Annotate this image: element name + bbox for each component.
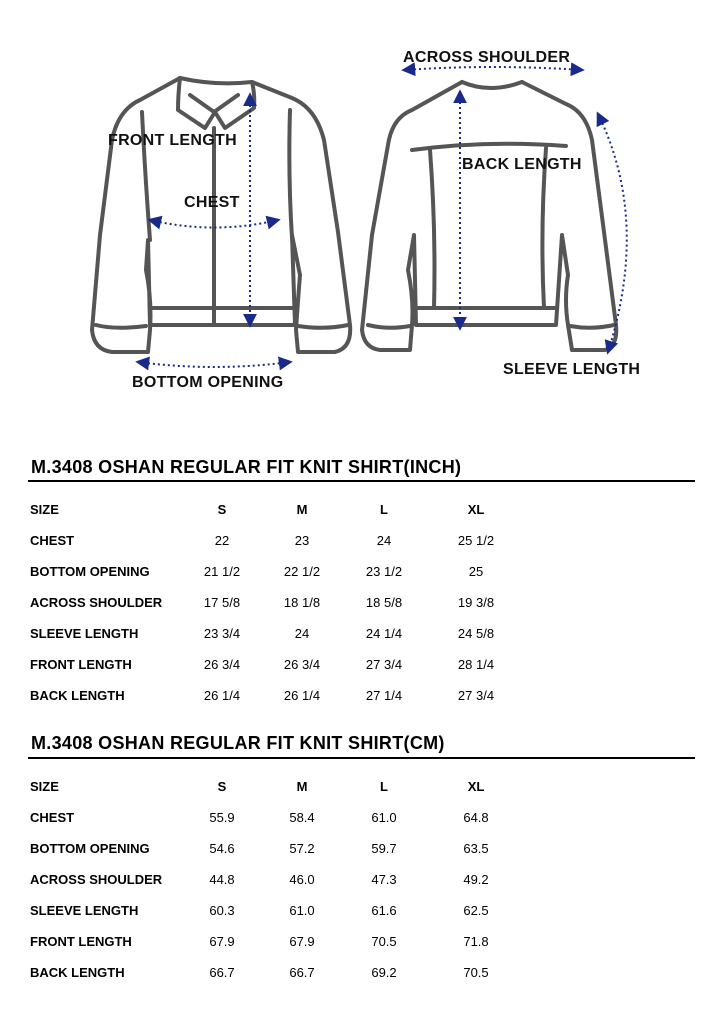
cell-m: 26 3/4 [283, 657, 321, 672]
header-s: S [217, 779, 227, 794]
cell-l: 70.5 [371, 934, 397, 949]
table-row [0, 564, 723, 586]
cell-l: 47.3 [371, 872, 397, 887]
row-label: ACROSS SHOULDER [30, 872, 163, 887]
cell-xl: 27 3/4 [457, 688, 495, 703]
header-size: SIZE [30, 502, 59, 517]
table-row [0, 934, 723, 956]
row-label: BACK LENGTH [30, 688, 125, 703]
cell-s: 44.8 [209, 872, 235, 887]
table-row [0, 872, 723, 894]
row-label: SLEEVE LENGTH [30, 626, 139, 641]
cell-s: 22 [214, 533, 230, 548]
cell-m: 23 [294, 533, 310, 548]
cell-s: 55.9 [209, 810, 235, 825]
header-l: L [380, 502, 388, 517]
cell-l: 24 [376, 533, 392, 548]
measurement-diagram [0, 0, 723, 420]
cell-m: 58.4 [289, 810, 315, 825]
cell-l: 69.2 [371, 965, 397, 980]
cell-l: 24 1/4 [365, 626, 403, 641]
table-row [0, 810, 723, 832]
cell-s: 60.3 [209, 903, 235, 918]
cell-xl: 19 3/8 [457, 595, 495, 610]
header-xl: XL [467, 779, 485, 794]
bottom-opening-arrow [138, 362, 290, 367]
cell-s: 67.9 [209, 934, 235, 949]
cell-l: 61.0 [371, 810, 397, 825]
cell-xl: 24 5/8 [457, 626, 495, 641]
front-length-label: FRONT LENGTH [108, 132, 237, 149]
cell-l: 27 3/4 [365, 657, 403, 672]
table-row [0, 657, 723, 679]
sleeve-length-label: SLEEVE LENGTH [503, 361, 641, 378]
cell-s: 23 3/4 [203, 626, 241, 641]
size-table-inch [0, 452, 723, 712]
cell-s: 17 5/8 [203, 595, 241, 610]
table-header-row [0, 779, 723, 801]
table-row [0, 626, 723, 648]
across-shoulder-label: ACROSS SHOULDER [403, 49, 571, 66]
cell-xl: 63.5 [463, 841, 489, 856]
table-row [0, 688, 723, 710]
cell-xl: 70.5 [463, 965, 489, 980]
cell-m: 57.2 [289, 841, 315, 856]
row-label: CHEST [30, 810, 75, 825]
across-shoulder-arrow [404, 67, 582, 70]
cell-m: 26 1/4 [283, 688, 321, 703]
row-label: FRONT LENGTH [30, 657, 132, 672]
cell-l: 27 1/4 [365, 688, 403, 703]
cell-m: 18 1/8 [283, 595, 321, 610]
cell-xl: 28 1/4 [457, 657, 495, 672]
cell-m: 22 1/2 [283, 564, 321, 579]
table-row [0, 841, 723, 863]
cell-s: 26 3/4 [203, 657, 241, 672]
cell-m: 24 [294, 626, 310, 641]
table-row [0, 965, 723, 987]
cell-m: 46.0 [289, 872, 315, 887]
divider [28, 480, 695, 482]
back-jacket-drawing [362, 82, 616, 350]
cell-l: 61.6 [371, 903, 397, 918]
cell-l: 18 5/8 [365, 595, 403, 610]
cell-l: 23 1/2 [365, 564, 403, 579]
chest-label: CHEST [184, 194, 240, 211]
cell-xl: 62.5 [463, 903, 489, 918]
cell-m: 61.0 [289, 903, 315, 918]
row-label: SLEEVE LENGTH [30, 903, 139, 918]
cell-m: 67.9 [289, 934, 315, 949]
cell-l: 59.7 [371, 841, 397, 856]
back-length-label: BACK LENGTH [462, 156, 582, 173]
row-label: CHEST [30, 533, 75, 548]
cell-s: 21 1/2 [203, 564, 241, 579]
table-header-row [0, 502, 723, 524]
header-xl: XL [467, 502, 485, 517]
cell-m: 66.7 [289, 965, 315, 980]
cell-s: 26 1/4 [203, 688, 241, 703]
size-table-cm [0, 728, 723, 998]
divider [28, 757, 695, 759]
cell-xl: 49.2 [463, 872, 489, 887]
header-l: L [380, 779, 388, 794]
cell-s: 66.7 [209, 965, 235, 980]
table-title: M.3408 OSHAN REGULAR FIT KNIT SHIRT(INCH) [31, 457, 462, 477]
front-jacket-drawing [92, 78, 350, 352]
cell-s: 54.6 [209, 841, 235, 856]
table-title: M.3408 OSHAN REGULAR FIT KNIT SHIRT(CM) [31, 733, 445, 753]
row-label: FRONT LENGTH [30, 934, 132, 949]
header-m: M [296, 779, 308, 794]
header-m: M [296, 502, 308, 517]
row-label: BOTTOM OPENING [30, 841, 150, 856]
cell-xl: 25 [468, 564, 484, 579]
bottom-opening-label: BOTTOM OPENING [132, 374, 284, 391]
table-row [0, 595, 723, 617]
table-row [0, 903, 723, 925]
row-label: BACK LENGTH [30, 965, 125, 980]
cell-xl: 25 1/2 [457, 533, 495, 548]
row-label: BOTTOM OPENING [30, 564, 150, 579]
cell-xl: 64.8 [463, 810, 489, 825]
cell-xl: 71.8 [463, 934, 489, 949]
table-row [0, 533, 723, 555]
header-s: S [217, 502, 227, 517]
row-label: ACROSS SHOULDER [30, 595, 163, 610]
header-size: SIZE [30, 779, 59, 794]
